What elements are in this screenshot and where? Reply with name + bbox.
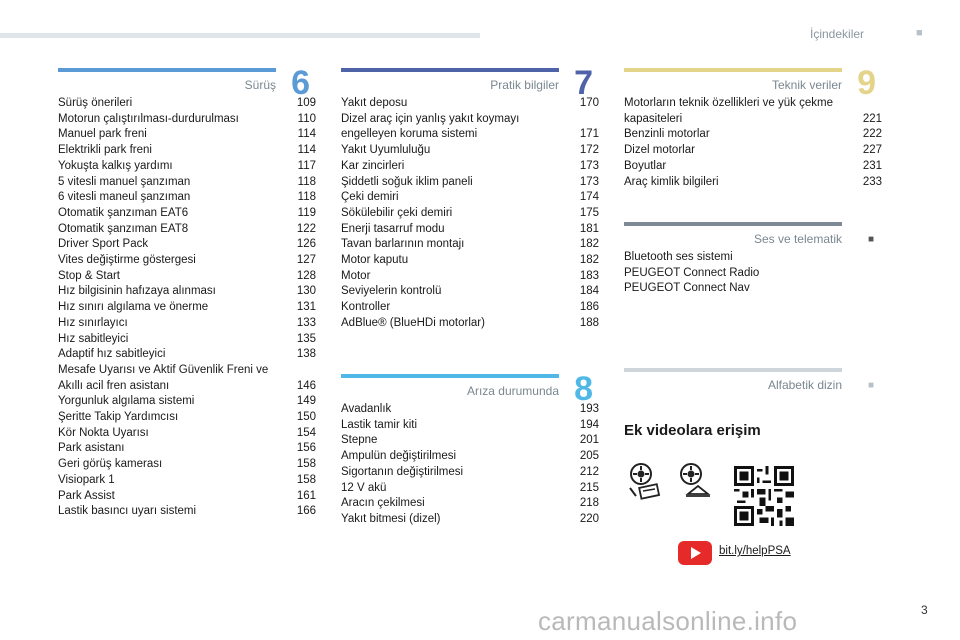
toc-entry-page: 119 <box>297 206 316 219</box>
toc-entry[interactable] <box>341 112 599 143</box>
toc-entry-page: 118 <box>297 175 316 188</box>
toc-entry-title: PEUGEOT Connect Nav <box>624 282 750 295</box>
toc-entry-page: 182 <box>579 254 599 267</box>
toc-entry[interactable] <box>624 250 882 266</box>
section-title: Arıza durumunda <box>466 384 559 398</box>
toc-entry[interactable] <box>341 206 599 222</box>
toc-entry-title: Yokuşta kalkış yardımı <box>58 159 173 172</box>
section-breakdown <box>341 370 599 528</box>
toc-entry-title: Stepne <box>341 434 378 447</box>
toc-entry-page: 172 <box>579 144 599 157</box>
toc-entry-page: 135 <box>296 332 316 345</box>
toc-entry-title: Ampulün değiştirilmesi <box>341 450 457 463</box>
toc-entry-title: Kar zincirleri <box>341 159 405 172</box>
toc-entry-page: 122 <box>296 222 316 235</box>
toc-entry-title: Çeki demiri <box>341 191 399 204</box>
section-title: Sürüş <box>244 78 276 92</box>
toc-entry-page: 128 <box>296 269 316 282</box>
toc-entry-page: 158 <box>296 458 316 471</box>
toc-entry-title: Elektrikli park freni <box>58 144 152 157</box>
toc-entry-page: 127 <box>296 254 316 267</box>
toc-entry-title: Driver Sport Pack <box>58 238 149 251</box>
toc-entry-page: 182 <box>579 238 599 251</box>
toc-entry-title: Visiopark 1 <box>58 473 115 486</box>
section-marker: ■ <box>867 380 874 391</box>
toc-entry-page: 166 <box>296 505 316 518</box>
toc-entry[interactable] <box>58 410 316 426</box>
toc-list <box>341 96 599 332</box>
toc-entry-title: Kör Nokta Uyarısı <box>58 426 149 439</box>
section-number: 9 <box>857 64 876 102</box>
toc-entry-title: Şiddetli soğuk iklim paneli <box>341 175 473 188</box>
toc-entry[interactable] <box>58 190 316 206</box>
toc-entry[interactable] <box>624 143 882 159</box>
toc-entry[interactable] <box>58 316 316 332</box>
toc-entry-title: Motorların teknik özellikleri ve yük çekme kapasiteleri <box>624 97 833 125</box>
toc-entry[interactable] <box>58 284 316 300</box>
videos-heading: Ek videolara erişim <box>624 422 761 439</box>
toc-entry[interactable] <box>341 465 599 481</box>
toc-entry[interactable] <box>58 96 316 112</box>
toc-entry-page: 131 <box>296 301 316 314</box>
toc-entry-page: 130 <box>296 285 316 298</box>
toc-entry-page: 174 <box>579 191 599 204</box>
page-number: 3 <box>921 603 928 617</box>
toc-entry-title: Hız sınırı algılama ve önerme <box>58 301 209 314</box>
toc-entry[interactable] <box>341 96 599 112</box>
toc-entry[interactable] <box>341 143 599 159</box>
toc-entry-title: PEUGEOT Connect Radio <box>624 266 760 279</box>
toc-entry[interactable] <box>341 253 599 269</box>
toc-entry-page: 193 <box>579 403 599 415</box>
watermark-text: carmanualsonline.info <box>538 606 798 636</box>
qr-code-icon[interactable] <box>734 466 794 531</box>
toc-entry-title: Kontroller <box>341 301 391 314</box>
toc-entry-title: 6 vitesli maneul şanzıman <box>58 191 191 204</box>
toc-entry-page: 212 <box>579 465 599 478</box>
toc-entry-page: 158 <box>296 473 316 486</box>
toc-entry-title: Yakıt Uyumluluğu <box>341 144 431 157</box>
toc-entry-page: 173 <box>579 159 599 172</box>
toc-entry-title: Adaptif hız sabitleyici <box>58 348 166 361</box>
toc-entry-page: 133 <box>296 316 316 329</box>
toc-entry[interactable] <box>58 363 316 394</box>
toc-entry-title: 12 V akü <box>341 481 387 494</box>
page-header-title: İçindekiler <box>810 27 865 41</box>
toc-list <box>624 250 882 297</box>
toc-entry-page: 227 <box>862 144 882 157</box>
toc-entry[interactable] <box>624 127 882 143</box>
toc-entry-title: Park asistanı <box>58 442 125 455</box>
toc-entry-title: Motor <box>341 269 371 282</box>
toc-entry[interactable] <box>58 237 316 253</box>
toc-entry-page: 150 <box>296 411 316 424</box>
toc-entry-title: Sigortanın değiştirilmesi <box>341 465 464 478</box>
header-marker: ■ <box>916 27 923 39</box>
toc-entry[interactable] <box>341 433 599 449</box>
top-decoration-bar <box>0 33 480 38</box>
toc-entry[interactable] <box>58 394 316 410</box>
toc-entry-page: 117 <box>297 159 316 172</box>
section-title: Pratik bilgiler <box>490 78 559 92</box>
toc-entry[interactable] <box>341 402 599 418</box>
toc-entry-title: Benzinli motorlar <box>624 128 710 141</box>
toc-entry-page: 154 <box>296 426 316 439</box>
toc-entry-page: 186 <box>579 301 599 314</box>
toc-entry-title: Sürüş önerileri <box>58 97 133 109</box>
section-practical <box>341 64 599 332</box>
youtube-play-icon[interactable] <box>678 541 712 565</box>
toc-entry-page: 149 <box>296 395 316 408</box>
toc-entry-page: 183 <box>579 269 599 282</box>
toc-entry[interactable] <box>58 253 316 269</box>
toc-entry[interactable] <box>58 269 316 285</box>
toc-entry-title: Hız sabitleyici <box>58 332 129 345</box>
toc-entry[interactable] <box>341 418 599 434</box>
toc-entry-page: 220 <box>579 512 599 525</box>
section-marker: ■ <box>867 234 874 245</box>
section-number: 6 <box>291 64 310 102</box>
toc-entry[interactable] <box>341 159 599 175</box>
toc-entry-page: 110 <box>297 112 316 125</box>
toc-entry-title: Boyutlar <box>624 159 667 172</box>
toc-entry[interactable] <box>624 266 882 282</box>
toc-entry-title: Seviyelerin kontrolü <box>341 285 442 298</box>
toc-entry[interactable] <box>341 300 599 316</box>
toc-entry-title: Araç kimlik bilgileri <box>624 175 719 188</box>
toc-entry[interactable] <box>58 441 316 457</box>
toc-entry[interactable] <box>58 489 316 505</box>
section-alphabetical-index <box>624 368 882 396</box>
toc-entry[interactable] <box>341 316 599 332</box>
toc-entry-title: Avadanlık <box>341 403 392 415</box>
toc-entry-title: Motor kaputu <box>341 254 409 267</box>
section-audio-telematics <box>624 222 882 297</box>
toc-entry-title: Manuel park freni <box>58 128 147 141</box>
toc-entry[interactable] <box>341 512 599 528</box>
toc-entry-title: Yakıt bitmesi (dizel) <box>341 512 441 525</box>
toc-entry-page: 109 <box>296 97 316 109</box>
toc-entry-title: Hız sınırlayıcı <box>58 316 128 329</box>
toc-entry[interactable] <box>58 300 316 316</box>
section-title: Alfabetik dizin <box>767 378 842 392</box>
help-video-link[interactable]: bit.ly/helpPSA <box>719 545 791 557</box>
toc-entry-page: 170 <box>579 97 599 109</box>
toc-entry-title: Aracın çekilmesi <box>341 497 425 510</box>
toc-entry-page: 205 <box>579 450 599 463</box>
toc-entry[interactable] <box>624 281 882 297</box>
toc-entry[interactable] <box>58 332 316 348</box>
toc-entry[interactable] <box>58 206 316 222</box>
toc-entry-title: Tavan barlarının montajı <box>341 238 465 251</box>
toc-entry-page: 161 <box>296 489 316 502</box>
section-number: 8 <box>574 370 593 408</box>
toc-entry-title: Otomatik şanzıman EAT8 <box>58 222 189 235</box>
toc-entry-page: 184 <box>579 285 599 298</box>
toc-entry[interactable] <box>341 190 599 206</box>
toc-entry-title: Dizel motorlar <box>624 144 695 157</box>
section-driving <box>58 64 316 520</box>
toc-entry-page: 118 <box>297 191 316 204</box>
toc-entry[interactable] <box>341 222 599 238</box>
section-technical <box>624 64 882 190</box>
toc-entry-title: Vites değiştirme göstergesi <box>58 254 196 267</box>
toc-entry-page: 222 <box>862 128 882 141</box>
toc-entry[interactable] <box>58 473 316 489</box>
toc-entry-title: Şeritte Takip Yardımcısı <box>58 411 179 424</box>
toc-entry[interactable] <box>58 457 316 473</box>
toc-entry[interactable] <box>58 426 316 442</box>
toc-entry-page: 175 <box>579 206 599 219</box>
toc-list <box>58 96 316 520</box>
toc-entry[interactable] <box>341 175 599 191</box>
toc-entry-page: 233 <box>862 175 882 188</box>
wheel-repair-icon <box>676 462 716 505</box>
toc-entry[interactable] <box>58 143 316 159</box>
toc-entry[interactable] <box>58 127 316 143</box>
toc-entry-page: 138 <box>296 348 316 361</box>
section-title: Ses ve telematik <box>753 232 842 246</box>
toc-entry-title: Lastik tamir kiti <box>341 418 418 431</box>
toc-entry[interactable] <box>624 96 882 127</box>
toc-entry[interactable] <box>341 284 599 300</box>
toc-entry[interactable] <box>58 159 316 175</box>
toc-entry-title: Stop & Start <box>58 269 121 282</box>
toc-entry[interactable] <box>58 175 316 191</box>
toc-entry-page: 215 <box>579 481 599 494</box>
toc-entry-page: 188 <box>579 316 599 329</box>
toc-entry-page: 181 <box>579 222 599 235</box>
toc-entry-page: 156 <box>296 442 316 455</box>
toc-entry-page: 171 <box>579 128 599 141</box>
toc-entry-page: 173 <box>579 175 599 188</box>
toc-entry-title: Hız bilgisinin hafızaya alınması <box>58 285 216 298</box>
section-title: Teknik veriler <box>771 78 842 92</box>
toc-entry[interactable] <box>58 112 316 128</box>
toc-entry-page: 231 <box>862 159 882 172</box>
toc-entry[interactable] <box>58 504 316 520</box>
toc-entry-title: Yorgunluk algılama sistemi <box>58 395 195 408</box>
toc-entry-title: Motorun çalıştırılması-durdurulması <box>58 112 239 125</box>
toc-entry-title: AdBlue® (BlueHDi motorlar) <box>341 316 485 329</box>
toc-list <box>624 96 882 190</box>
toc-entry[interactable] <box>341 449 599 465</box>
toc-entry-page: 194 <box>579 418 599 431</box>
toc-entry-page: 114 <box>297 144 316 157</box>
toc-entry-page: 146 <box>296 379 316 392</box>
toc-entry[interactable] <box>341 496 599 512</box>
toc-entry[interactable] <box>58 347 316 363</box>
section-number: 7 <box>574 64 593 102</box>
toc-entry-title: Lastik basıncı uyarı sistemi <box>58 505 197 518</box>
toc-entry[interactable] <box>341 481 599 497</box>
toc-entry-title: Geri görüş kamerası <box>58 458 163 471</box>
toc-entry-page: 126 <box>296 238 316 251</box>
toc-entry-title: Mesafe Uyarısı ve Aktif Güvenlik Freni ve Akıllı acil fren asistanı <box>58 363 269 392</box>
toc-entry-title: Otomatik şanzıman EAT6 <box>58 206 189 219</box>
toc-entry-title: Enerji tasarruf modu <box>341 222 445 235</box>
toc-entry-page: 218 <box>579 497 599 510</box>
wheel-toolkit-icon <box>626 462 666 505</box>
toc-entry-title: 5 vitesli manuel şanzıman <box>58 175 191 188</box>
toc-list <box>341 402 599 528</box>
toc-entry-page: 221 <box>862 112 882 125</box>
toc-entry-title: Bluetooth ses sistemi <box>624 251 733 263</box>
toc-entry-title: Park Assist <box>58 489 115 502</box>
toc-entry-title: Dizel araç için yanlış yakıt koymayı engelleyen koruma sistemi <box>341 112 520 141</box>
toc-entry[interactable] <box>341 269 599 285</box>
toc-entry[interactable] <box>624 175 882 191</box>
toc-entry[interactable] <box>341 237 599 253</box>
toc-entry-title: Sökülebilir çeki demiri <box>341 206 453 219</box>
toc-entry-title: Yakıt deposu <box>341 97 408 109</box>
toc-entry[interactable] <box>624 159 882 175</box>
toc-entry-page: 201 <box>579 434 599 447</box>
toc-entry[interactable] <box>58 222 316 238</box>
toc-entry-page: 114 <box>297 128 316 141</box>
